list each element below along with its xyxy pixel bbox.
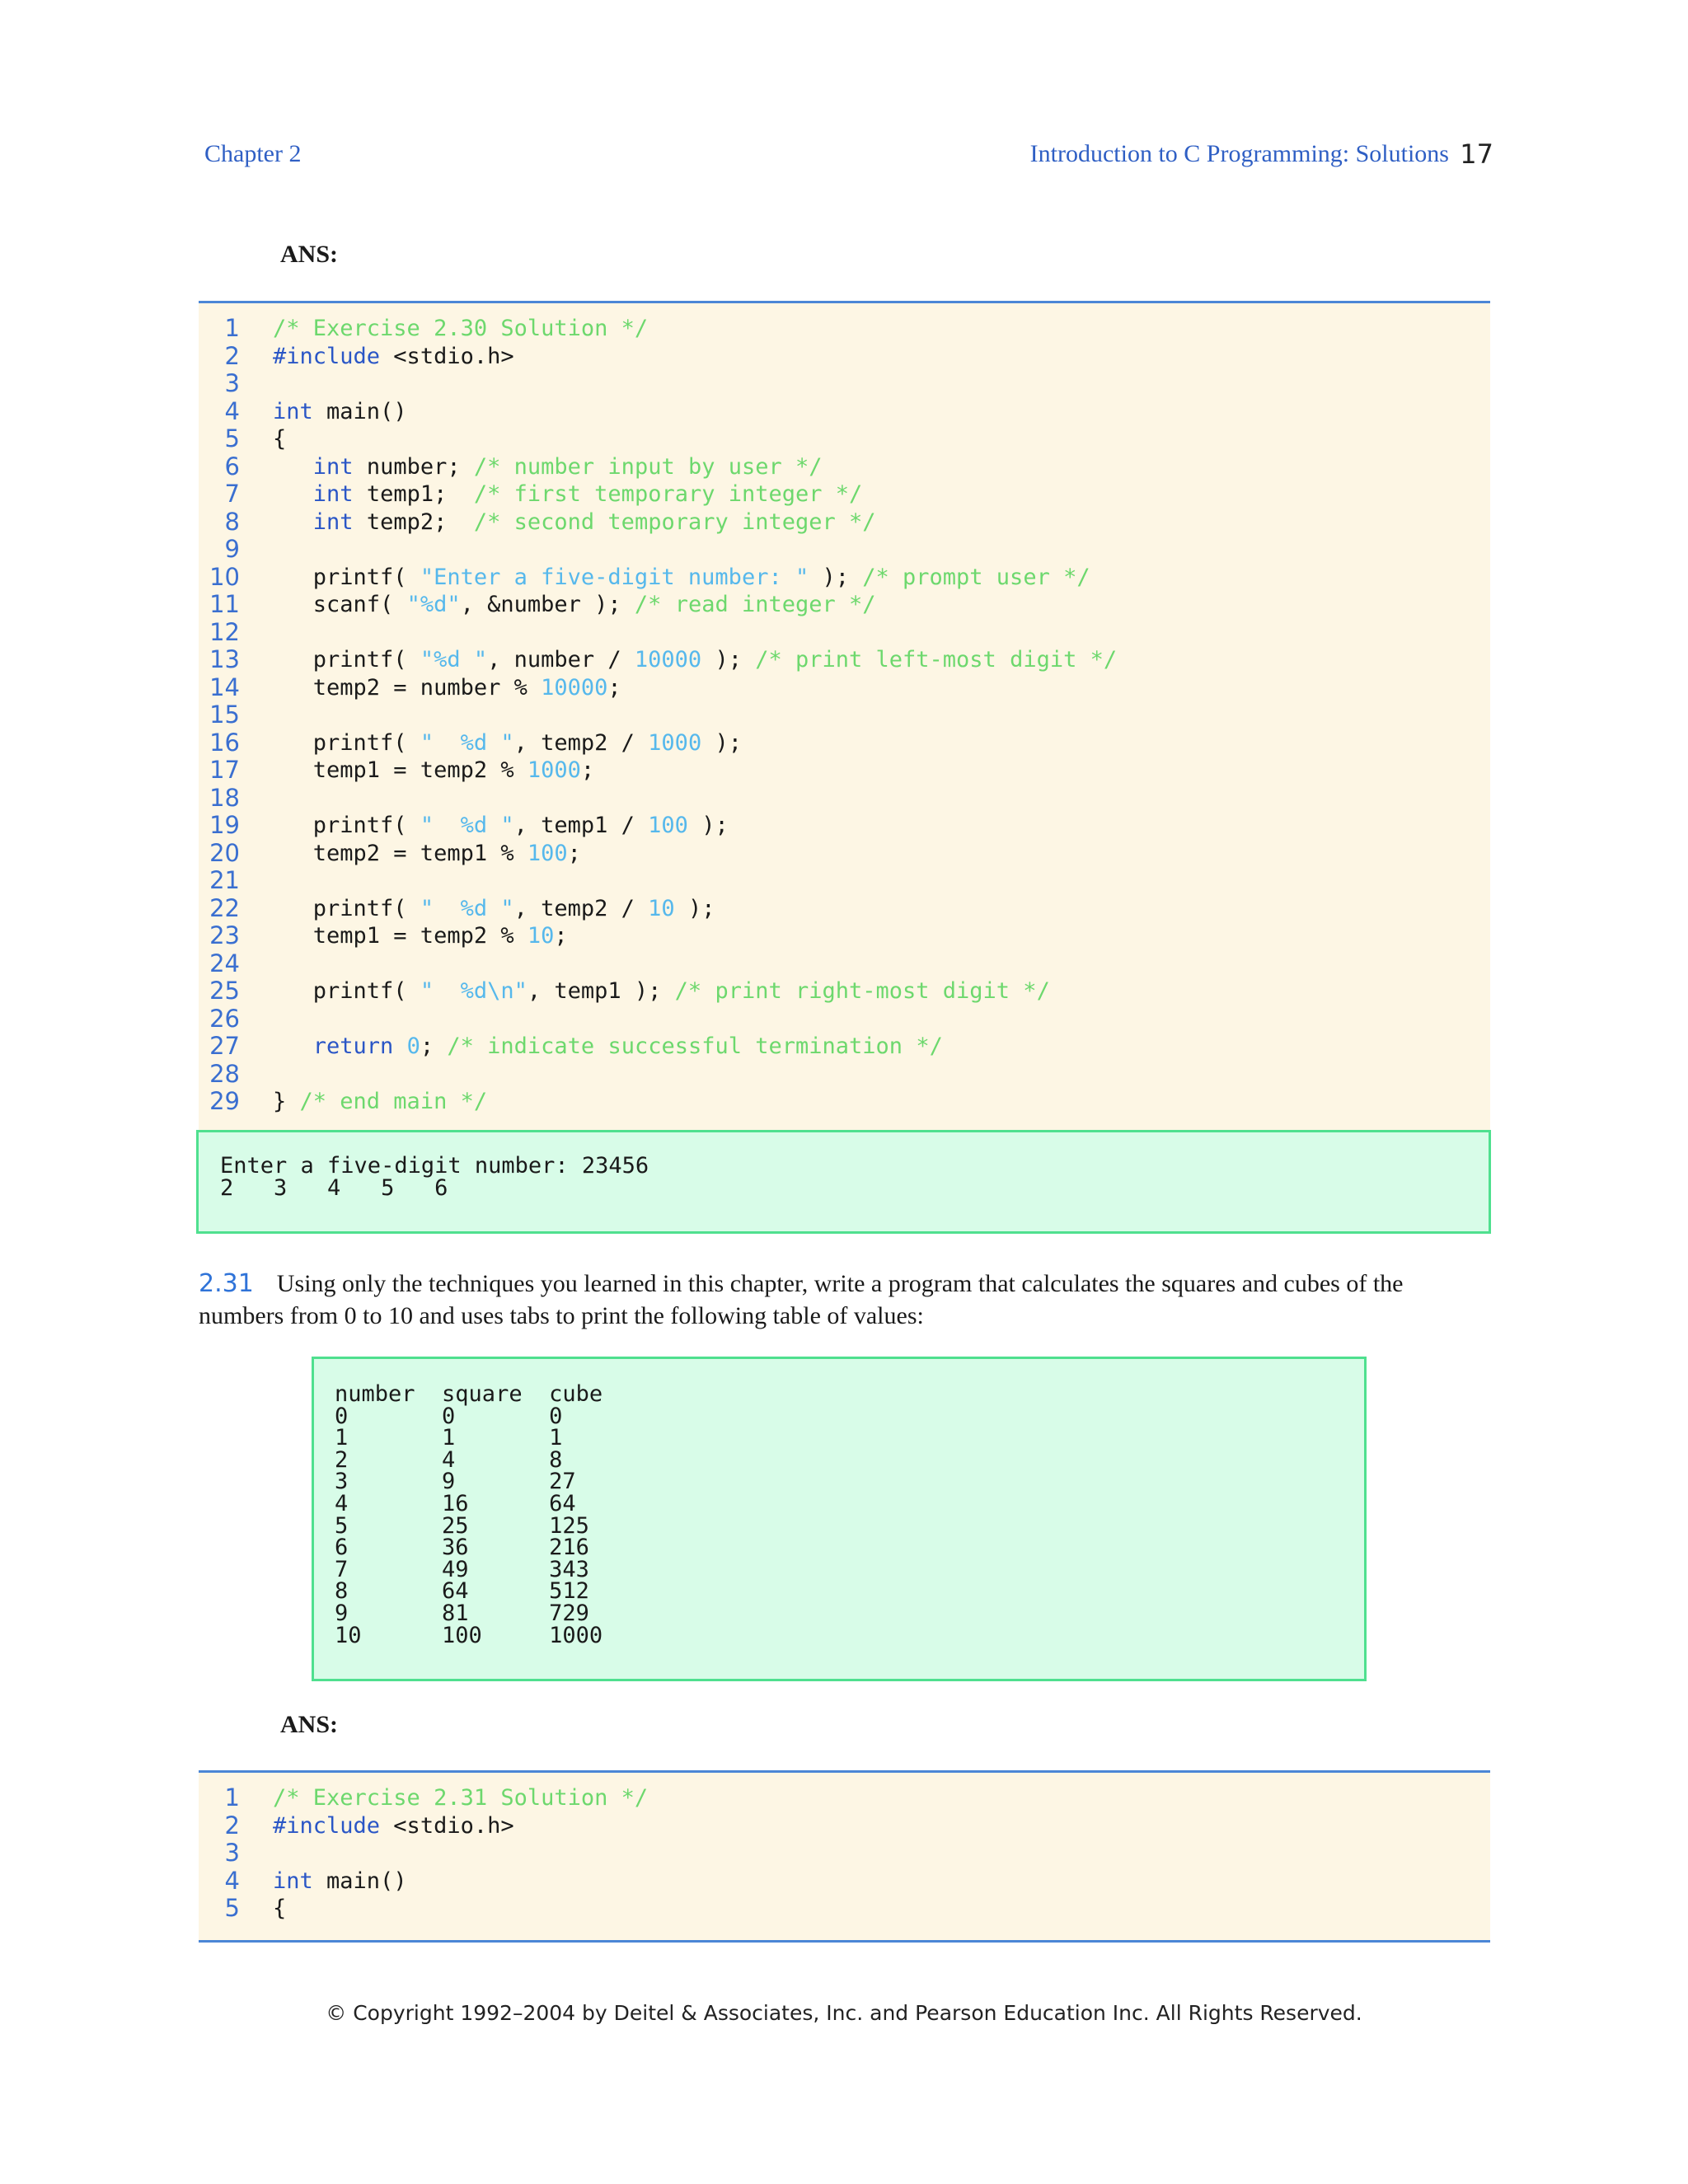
code-line [199, 840, 1490, 868]
code-token: temp2; [353, 509, 474, 535]
code-token: " %d " [420, 813, 514, 838]
code-token: /* second temporary integer */ [473, 509, 876, 535]
line-number: 18 [209, 783, 240, 812]
line-number: 25 [209, 977, 240, 1005]
code-line [199, 425, 1490, 453]
code-line [199, 564, 1490, 592]
code-token: ); [809, 564, 863, 590]
running-header-chapter: Chapter 2 [204, 140, 302, 167]
code-text [273, 812, 729, 840]
code-line [199, 1840, 1490, 1868]
code-lines [199, 315, 1490, 1116]
code-token: " %d " [420, 895, 514, 921]
code-token: int [273, 1868, 313, 1894]
code-text [273, 343, 514, 371]
code-text [273, 453, 823, 481]
code-token: /* first temporary integer */ [473, 481, 863, 507]
line-number: 20 [209, 838, 240, 867]
code-token [393, 1033, 406, 1059]
code-line [199, 1005, 1490, 1033]
code-token: /* prompt user */ [862, 564, 1090, 590]
copyright-footer: © Copyright 1992–2004 by Deitel & Associates, Inc. and Pearson Education Inc. All Rights Reserved. [326, 2001, 1362, 2025]
line-number: 8 [224, 507, 240, 536]
line-number: 1 [224, 314, 240, 342]
code-token: temp2 = temp1 % [273, 840, 528, 866]
code-text [273, 922, 568, 950]
code-token: ); [701, 729, 742, 756]
line-number: 29 [209, 1087, 240, 1115]
code-token: 10000 [541, 674, 608, 701]
code-token: ); [687, 813, 729, 838]
code-token [273, 481, 313, 507]
code-token: } [273, 1089, 300, 1114]
line-number: 1 [224, 1783, 240, 1811]
code-text [273, 1812, 514, 1840]
code-token: int [273, 398, 313, 424]
exercise-2-31 [199, 1268, 1490, 1332]
code-token: 100 [527, 840, 568, 866]
line-number: 3 [224, 1839, 240, 1867]
code-token: , temp2 / [513, 729, 649, 756]
ans-label: ANS: [280, 241, 339, 268]
code-line [199, 1061, 1490, 1089]
code-text [273, 840, 581, 868]
code-token: /* print left-most digit */ [755, 647, 1118, 673]
code-token: ; [554, 923, 568, 949]
code-token: , temp1 ); [527, 978, 675, 1004]
page-number: 17 [1460, 138, 1493, 170]
line-number: 26 [209, 1004, 240, 1033]
code-token [273, 1033, 313, 1059]
line-number: 2 [224, 1811, 240, 1840]
code-text [273, 729, 742, 757]
code-listing-2-31 [199, 1770, 1490, 1943]
code-token: /* read integer */ [634, 592, 876, 617]
code-line [199, 895, 1490, 923]
code-token: temp1 = temp2 % [273, 757, 528, 783]
code-line [199, 977, 1490, 1005]
code-token: <stdio.h> [380, 1812, 514, 1839]
line-number: 28 [209, 1059, 240, 1088]
code-token: printf( [273, 978, 420, 1004]
code-token: , temp2 / [513, 895, 649, 921]
code-text [273, 591, 876, 619]
line-number: 14 [209, 673, 240, 701]
exercise-number: 2.31 [199, 1269, 254, 1298]
sample-output-table [312, 1357, 1367, 1681]
code-token: 100 [648, 813, 688, 838]
code-token: , temp1 / [513, 813, 649, 838]
code-token: /* end main */ [299, 1089, 488, 1114]
line-number: 5 [224, 424, 240, 452]
code-line [199, 950, 1490, 978]
code-token: <stdio.h> [380, 343, 514, 369]
code-line [199, 343, 1490, 371]
code-text [273, 564, 1090, 592]
code-line [199, 785, 1490, 813]
line-number: 9 [224, 535, 240, 563]
code-token: /* number input by user */ [473, 453, 823, 480]
code-token: return [312, 1033, 394, 1059]
table-text: number square cube 0 0 0 1 1 1 2 4 8 3 9 27 4 16 64 5 25 125 6 36 216 7 49 343 8 64 512 9 81 729 10 100 1000 [335, 1381, 603, 1648]
line-number: 2 [224, 341, 240, 370]
exercise-text: Using only the techniques you learned in this chapter, write a program that calculates the squares and cubes of the numbers from 0 to 10 and uses tabs to print the following table of values: [199, 1270, 1404, 1329]
code-token: temp1 = temp2 % [273, 923, 528, 949]
code-token: " %d " [420, 729, 514, 756]
code-text [273, 1088, 487, 1116]
code-token: int [312, 509, 354, 535]
code-line [199, 536, 1490, 564]
line-number: 24 [209, 949, 240, 977]
code-text [273, 895, 715, 923]
code-token: 10 [648, 895, 675, 921]
code-token: { [273, 426, 287, 452]
output-text: Enter a five-digit number: 23456 2 3 4 5 6 [220, 1153, 649, 1201]
code-token: int [312, 481, 354, 507]
code-token: printf( [273, 895, 420, 921]
code-text [273, 646, 1117, 674]
code-text [273, 315, 648, 343]
line-number: 11 [209, 590, 240, 618]
line-number: 10 [209, 562, 240, 591]
code-token: main() [312, 1868, 407, 1894]
code-text [273, 674, 621, 702]
code-text [273, 1895, 286, 1923]
code-token: #include [273, 1812, 381, 1839]
code-token: " %d\n" [420, 978, 528, 1004]
code-token: /* Exercise 2.30 Solution */ [273, 316, 649, 341]
code-token: ; [580, 757, 595, 783]
code-token: 10000 [634, 647, 702, 673]
code-line [199, 591, 1490, 619]
code-lines [199, 1784, 1490, 1923]
code-line [199, 812, 1490, 840]
code-line [199, 1033, 1490, 1061]
code-text [273, 757, 594, 785]
code-line [199, 370, 1490, 398]
line-number: 4 [224, 396, 240, 425]
code-text [273, 509, 876, 537]
code-token: ; [567, 840, 581, 866]
code-token: ; [420, 1033, 448, 1059]
code-token: "Enter a five-digit number: " [420, 564, 809, 590]
code-token: int [312, 453, 354, 480]
line-number: 22 [209, 893, 240, 922]
code-token: scanf( [273, 592, 407, 617]
code-token: 1000 [648, 729, 702, 756]
code-line [199, 453, 1490, 481]
line-number: 4 [224, 1866, 240, 1895]
code-token: ; [607, 674, 621, 701]
code-token: printf( [273, 564, 420, 590]
code-text [273, 1868, 407, 1896]
code-token: 1000 [527, 757, 581, 783]
code-line [199, 1088, 1490, 1116]
code-token [273, 454, 313, 480]
line-number: 23 [209, 921, 240, 949]
code-token: 0 [406, 1033, 420, 1059]
code-line [199, 674, 1490, 702]
line-number: 12 [209, 617, 240, 646]
code-line [199, 1868, 1490, 1896]
code-line [199, 1784, 1490, 1812]
code-token: printf( [273, 647, 420, 673]
line-number: 17 [209, 756, 240, 784]
code-token: temp2 = number % [273, 674, 542, 701]
line-number: 21 [209, 866, 240, 894]
code-line [199, 922, 1490, 950]
code-line [199, 867, 1490, 895]
line-number: 6 [224, 452, 240, 480]
line-number: 5 [224, 1894, 240, 1922]
code-line [199, 315, 1490, 343]
code-token: , number / [487, 647, 635, 673]
code-token: /* indicate successful termination */ [447, 1033, 943, 1059]
line-number: 27 [209, 1032, 240, 1060]
line-number: 16 [209, 728, 240, 757]
code-line [199, 480, 1490, 509]
code-line [199, 509, 1490, 537]
code-token: "%d" [406, 592, 461, 617]
code-line [199, 701, 1490, 729]
code-token: 10 [527, 923, 555, 949]
code-token: /* Exercise 2.31 Solution */ [273, 1785, 649, 1811]
line-number: 7 [224, 480, 240, 508]
running-header-title: Introduction to C Programming: Solutions [1029, 140, 1449, 167]
code-text [273, 977, 1050, 1005]
line-number: 15 [209, 701, 240, 729]
code-token: main() [312, 398, 407, 424]
code-token: #include [273, 343, 381, 369]
ans-label-2: ANS: [280, 1711, 339, 1738]
code-line [199, 646, 1490, 674]
code-line [199, 757, 1490, 785]
code-text [273, 1033, 943, 1061]
code-text [273, 480, 862, 509]
code-line [199, 729, 1490, 757]
code-text [273, 425, 286, 453]
code-line [199, 398, 1490, 426]
code-token: ); [701, 647, 756, 673]
code-token: /* print right-most digit */ [674, 978, 1050, 1004]
code-token: , &number ); [460, 592, 635, 617]
code-token: ); [674, 895, 715, 921]
code-token: printf( [273, 729, 420, 756]
code-text [273, 398, 407, 426]
line-number: 3 [224, 369, 240, 397]
code-line [199, 1895, 1490, 1923]
code-line [199, 1812, 1490, 1840]
code-token: "%d " [420, 647, 488, 673]
code-token: { [273, 1896, 287, 1921]
line-number: 19 [209, 811, 240, 839]
program-output-2-30 [196, 1130, 1491, 1234]
line-number: 13 [209, 645, 240, 673]
code-token: temp1; [353, 481, 474, 507]
code-token [273, 509, 313, 535]
code-text [273, 1784, 648, 1812]
code-line [199, 619, 1490, 647]
code-token: printf( [273, 813, 420, 838]
code-listing-2-30 [199, 301, 1490, 1130]
code-token: number; [353, 453, 474, 480]
